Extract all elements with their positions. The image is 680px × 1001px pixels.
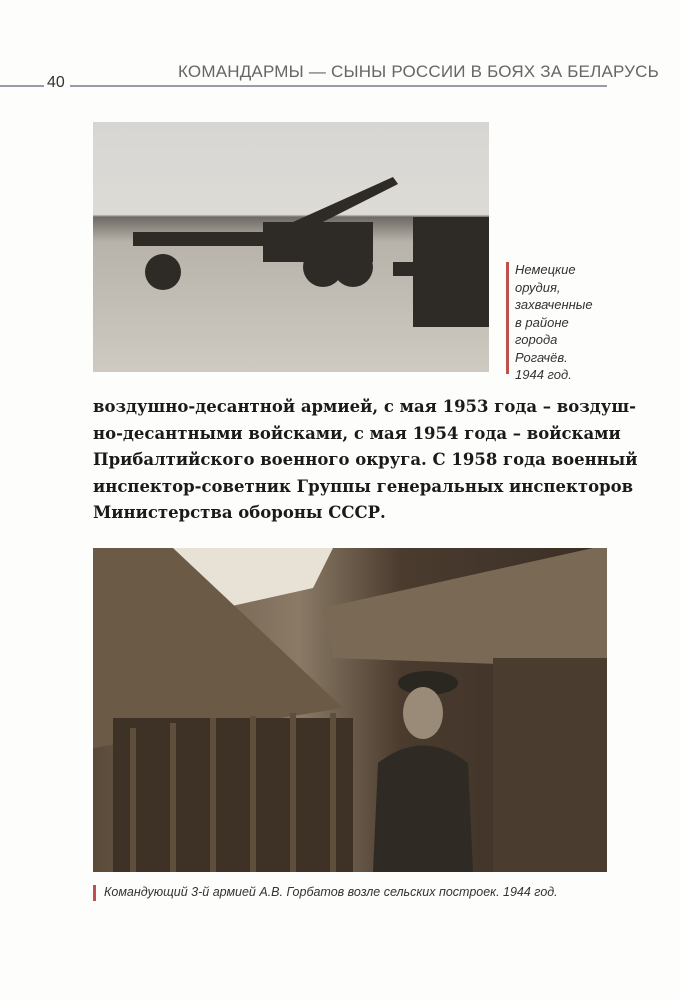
body-line: но-десантными войсками, с мая 1954 года – войсками: [93, 423, 621, 443]
photo-captured-guns: [93, 122, 489, 372]
caption-accent-bar: [506, 262, 509, 374]
photo1-caption: [515, 261, 593, 384]
caption-line: 1944 год.: [515, 367, 572, 382]
body-line: воздушно-десантной армией, с мая 1953 года – воздуш-: [93, 397, 636, 416]
body-line: Министерства обороны СССР.: [93, 503, 386, 522]
photo2-caption: Командующий 3-й армией А.В. Горбатов возле сельских построек. 1944 год.: [104, 885, 558, 899]
page-number: 40: [47, 74, 65, 91]
caption-line: в районе: [515, 314, 569, 330]
header-rule-left: [0, 85, 44, 87]
header-rule: [70, 85, 607, 87]
general-portrait-image: [93, 548, 607, 872]
caption-accent-bar: [93, 885, 96, 901]
caption-line: Рогачёв.: [515, 349, 568, 365]
body-text: [93, 394, 638, 527]
caption-line: захваченные: [515, 297, 593, 312]
running-title: КОМАНДАРМЫ — СЫНЫ РОССИИ В БОЯХ ЗА БЕЛАРУСЬ: [178, 62, 659, 81]
body-line: Прибалтийского военного округа. С 1958 года военный: [93, 450, 638, 469]
artillery-image: [93, 122, 489, 372]
caption-line: города: [515, 332, 558, 347]
body-line: инспектор-советник Группы генеральных инспекторов: [93, 476, 634, 496]
caption-line: орудия,: [515, 279, 561, 295]
photo-gorbatov: [93, 548, 607, 872]
caption-line: Немецкие: [515, 262, 576, 277]
